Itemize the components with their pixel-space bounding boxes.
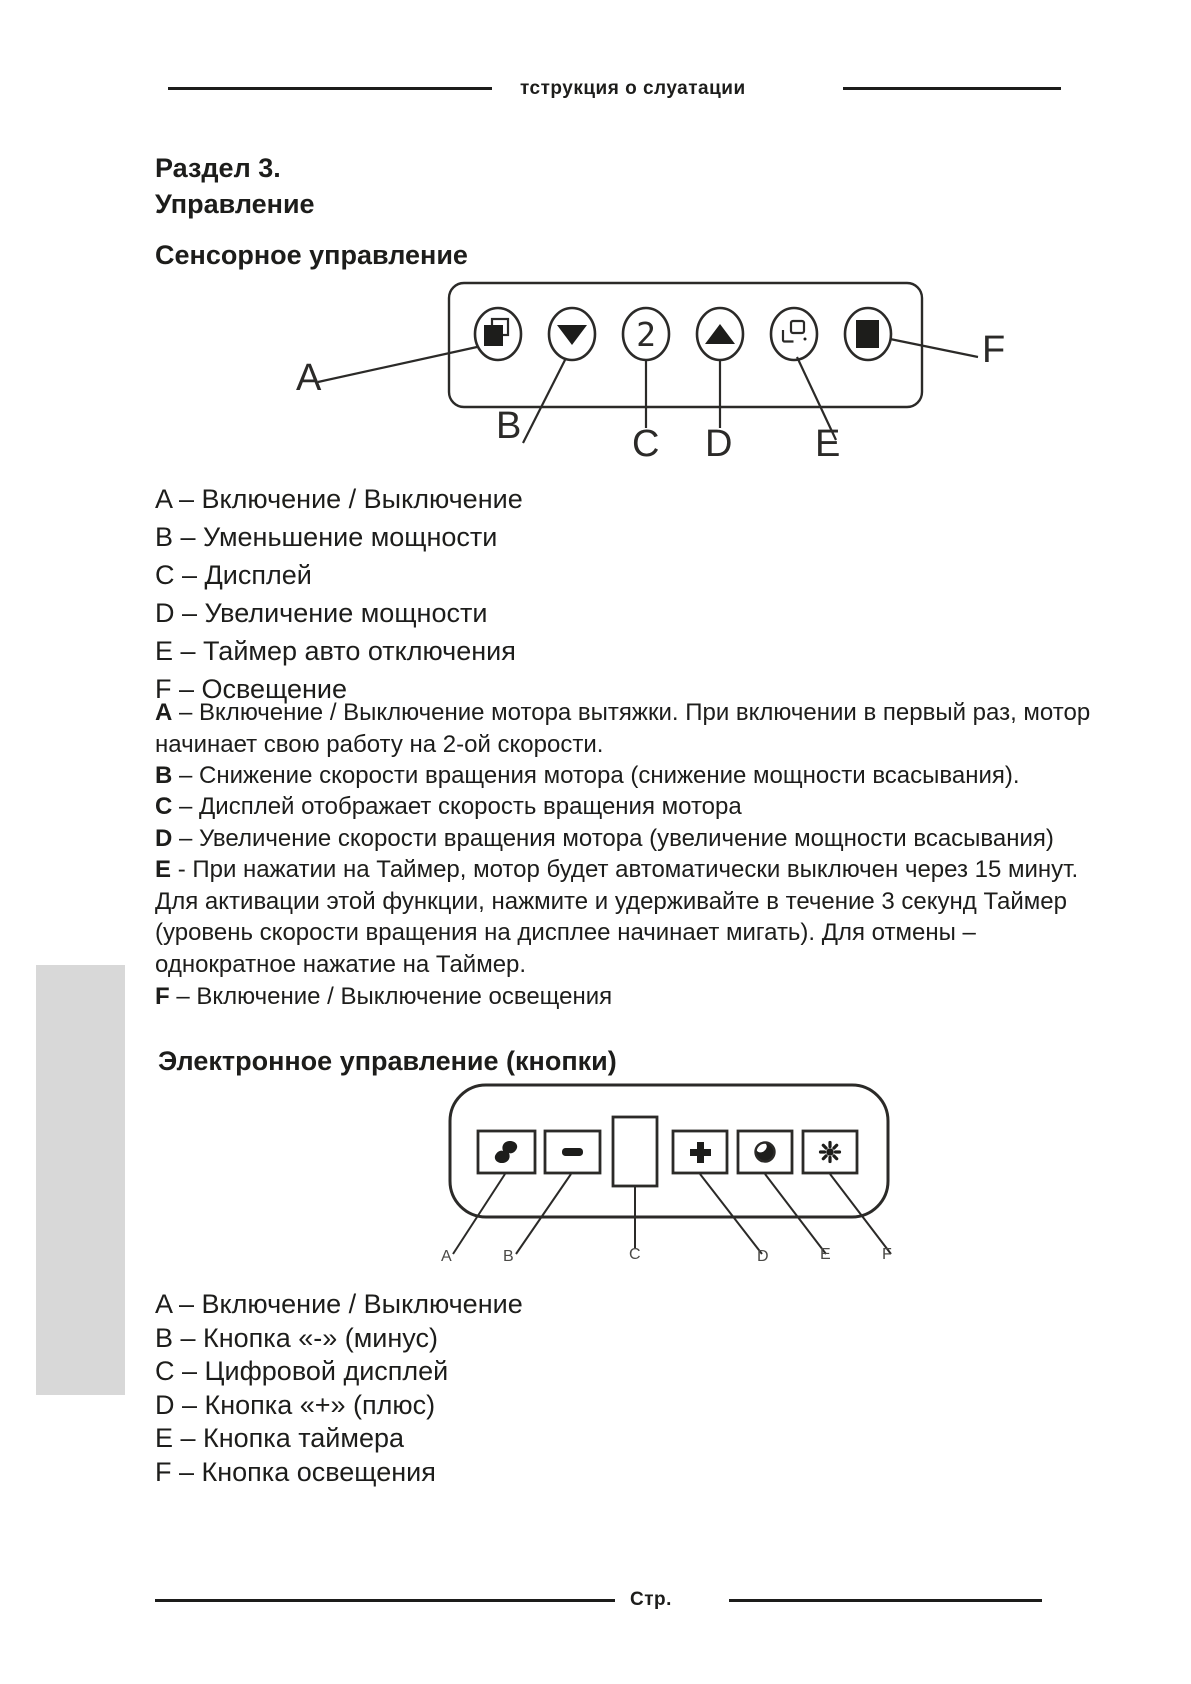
touch-callout-b: B: [496, 405, 522, 447]
plus-icon: [690, 1142, 711, 1163]
touch-sensor-circles: [475, 308, 891, 360]
touch-callout-e: E: [815, 423, 841, 465]
electronic-heading: Электронное управление (кнопки): [158, 1046, 617, 1076]
header-title: тструкция о слуатации: [520, 78, 746, 99]
power-on-off-icon: [484, 319, 508, 346]
electronic-legend: [155, 1288, 523, 1489]
electronic-callout-b: B: [503, 1248, 514, 1265]
footer-rule-right: [729, 1599, 1042, 1602]
touch-callout-f: F: [982, 329, 1006, 371]
electronic-legend-item: D – Кнопка «+» (плюс): [155, 1389, 436, 1420]
margin-gray-bar: [36, 965, 125, 1395]
footer-rule-left: [155, 1599, 615, 1602]
electronic-leader-lines: [453, 1174, 891, 1254]
section-title-line1: Раздел 3.: [155, 153, 281, 183]
electronic-callout-c: C: [629, 1246, 641, 1263]
fan-power-icon: [495, 1141, 517, 1163]
touch-detail-d: D – Увеличение скорости вращения мотора (увеличение мощности всасывания): [155, 825, 1054, 852]
touch-legend-item: A – Включение / Выключение: [155, 484, 523, 514]
touch-legend-item: D – Увеличение мощности: [155, 598, 488, 628]
timer-icon: [754, 1141, 774, 1162]
touch-detail-a: A – Включение / Выключение мотора вытяжки. При включении в первый раз, мотор начинает свою работу на 2-ой скорости.: [155, 699, 1091, 758]
touch-callout-c: C: [632, 423, 660, 465]
touch-detail-c: C – Дисплей отображает скорость вращения мотора: [155, 793, 742, 820]
touch-legend: [155, 480, 523, 708]
electronic-legend-item: B – Кнопка «-» (минус): [155, 1322, 438, 1353]
light-icon: [821, 1143, 840, 1162]
section-title: [155, 150, 315, 222]
touch-legend-item: E – Таймер авто отключения: [155, 636, 516, 666]
touch-legend-item: F – Освещение: [155, 674, 348, 704]
electronic-buttons: [478, 1117, 857, 1186]
touch-detail-f: F – Включение / Выключение освещения: [155, 983, 613, 1010]
electronic-legend-item: E – Кнопка таймера: [155, 1423, 404, 1453]
electronic-callout-e: E: [820, 1246, 831, 1263]
speed-increase-icon: [705, 324, 735, 344]
speed-decrease-icon: [557, 325, 587, 345]
electronic-legend-item: C – Цифровой дисплей: [155, 1356, 449, 1386]
electronic-legend-item: F – Кнопка освещения: [155, 1456, 436, 1487]
header-rule-left: [168, 87, 492, 90]
electronic-callout-d: D: [757, 1248, 769, 1265]
digital-display: [613, 1117, 657, 1186]
electronic-callout-f: F: [882, 1246, 892, 1263]
header-rule-right: [843, 87, 1061, 90]
touch-detail-b: B – Снижение скорости вращения мотора (снижение мощности всасывания).: [155, 762, 1020, 789]
footer-page-label: Стр.: [630, 1589, 672, 1610]
auto-off-timer-icon: [783, 321, 807, 342]
touch-detail-e: E - При нажатии на Таймер, мотор будет автоматически выключен через 15 минут. Для активации этой функции, нажмите и удерживайте в течение 3 секунд Таймер (уровень скорости вращения на дисплее начинает мигать). Для отмены – однократное нажатие на Таймер.: [155, 856, 1079, 978]
touch-legend-item: C – Дисплей: [155, 560, 312, 590]
speed-display-value: 2: [636, 315, 656, 354]
touch-callout-a: A: [296, 357, 322, 399]
electronic-legend-item: A – Включение / Выключение: [155, 1289, 523, 1319]
touch-callout-d: D: [705, 423, 733, 465]
section-title-line2: Управление: [155, 189, 315, 219]
touch-heading: Сенсорное управление: [155, 240, 468, 270]
light-icon: [856, 320, 879, 348]
electronic-callout-a: A: [441, 1248, 452, 1265]
touch-legend-item: B – Уменьшение мощности: [155, 522, 498, 552]
electronic-panel-diagram: [430, 1075, 910, 1265]
minus-icon: [562, 1148, 583, 1156]
